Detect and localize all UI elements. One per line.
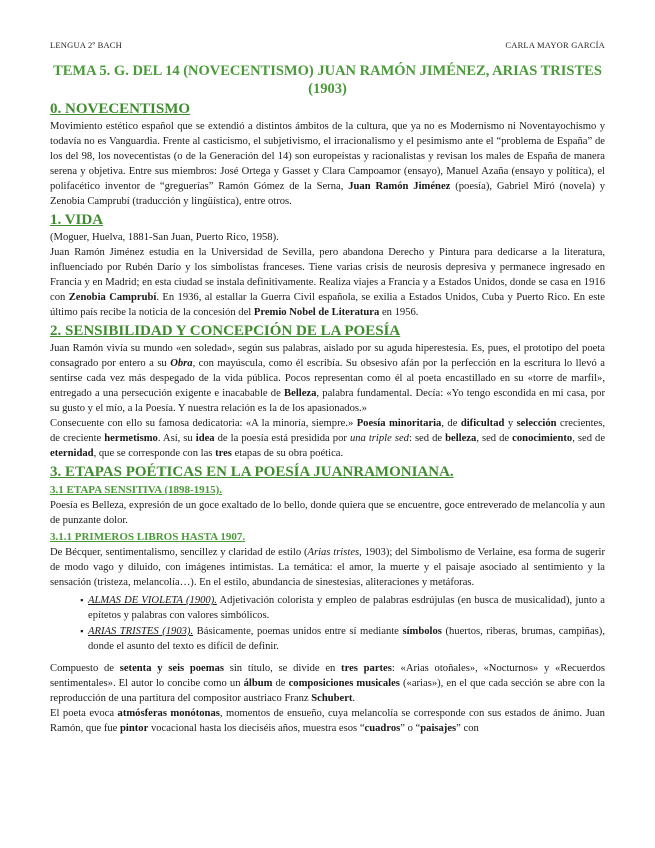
subheading-primeros-libros: 3.1.1 PRIMEROS LIBROS HASTA 1907. xyxy=(50,531,246,543)
document-body xyxy=(50,62,605,736)
paragraph-atmosferas: El poeta evoca atmósferas monótonas, momentos de ensueño, cuya melancolía se corresponde con sus estados de ánimo. Juan Ramón, que fue pintor vocacional hasta los dieciséis años, muestra esos “cuadros” o “paisajes” con xyxy=(50,708,605,734)
paragraph-primeros-libros: De Bécquer, sentimentalismo, sencillez y claridad de estilo (Arias tristes, 1903); del Simbolismo de Verlaine, esa forma de sugerir de modo vago y diluido, con imágenes intimistas. La temática: el amor, la muerte y el paisaje asociado al sentimiento y la sensación (tristeza, melancolía…). En el estilo, abundancia de sinestesias, aliteraciones y metáforas. xyxy=(50,547,605,588)
section-heading-sensibilidad: 2. SENSIBILIDAD Y CONCEPCIÓN DE LA POESÍA xyxy=(50,323,401,339)
section-heading-etapas: 3. ETAPAS POÉTICAS EN LA POESÍA JUANRAMONIANA. xyxy=(50,464,454,480)
paragraph-vida: Juan Ramón Jiménez estudia en la Universidad de Sevilla, pero abandona Derecho y Pintura para dedicarse a la literatura, influenciado por Rubén Darío y los simbolistas franceses. Tiene varias crisis de neurosis depresiva y permanece ingresado en Francia y en Madrid; en esta ciudad se instala definitivamente. Realiza viajes a Francia y a Estados Unidos, donde se casa en 1916 con Zenobia Camprubí. En 1936, al estallar la Guerra Civil española, se exilia a Estados Unidos, Cuba y Puerto Rico. En este último país recibe la noticia de la concesión del Premio Nobel de Literatura en 1956. xyxy=(50,247,605,318)
page-title: TEMA 5. G. DEL 14 (NOVECENTISMO) JUAN RAMÓN JIMÉNEZ, ARIAS TRISTES (1903) xyxy=(53,63,602,97)
subheading-etapa-sensitiva: 3.1 ETAPA SENSITIVA (1898-1915). xyxy=(50,484,223,496)
paragraph-sensibilidad-1: Juan Ramón vivía su mundo «en soledad», según sus palabras, aislado por su aguda hiperestesia. Es, pues, el prototipo del poeta consagrado por entero a su Obra, con mayúscula, como él escribía. Su obsesivo afán por la perfección en la escritura lo llevó a sentirse cada vez más despegado de la vida pública. Pocos representan como él al poeta encastillado en su «torre de marfil», entregado a una persecución exigente e inacabable de Belleza, palabra fundamental. Decía: «Yo tengo escondida en mi casa, por su gusto y el mío, a la Poesía. Y nuestra relación es la de los apasionados.» xyxy=(50,343,605,414)
book-list xyxy=(50,593,605,654)
section-heading-vida: 1. VIDA xyxy=(50,212,104,228)
paragraph-arias-tristes: Compuesto de setenta y seis poemas sin título, se divide en tres partes: «Arias otoñales», «Nocturnos» y «Recuerdos sentimentales». El autor lo concibe como un álbum de composiciones musicales («arias»), en el que cada sección se abre con la reproducción de una partitura del compositor austriaco Franz Schubert. xyxy=(50,663,606,704)
paragraph-etapa-sensitiva: Poesía es Belleza, expresión de un goce exaltado de lo bello, donde quiera que se encuentre, goce entreverado de melancolía y aun de punzante dolor. xyxy=(50,500,605,526)
paragraph-novecentismo: Movimiento estético español que se extendió a distintos ámbitos de la cultura, que ya no es Modernismo ni Noventayochismo y todavía no es Vanguardia. Frente al casticismo, el subjetivismo, el irracionalismo y el pesimismo ante el “problema de España” de los del 98, los novecentistas (o de la Generación del 14) son europeístas y racionalistas y revisan los males de España de manera serena y objetiva. Entre sus miembros: José Ortega y Gasset y Clara Campoamor (ensayo), Manuel Azaña (ensayo y política), el polifacético inventor de “greguerías” Ramón Gómez de la Serna, Juan Ramón Jiménez (poesía), Gabriel Miró (novela) y Zenobia Camprubí (traducción y lingüística), entre otros. xyxy=(50,121,605,207)
list-item: • ALMAS DE VIOLETA (1900). Adjetivación colorista y empleo de palabras esdrújulas (en busca de musicalidad), junto a epítetos y palabras con valores simbólicos. xyxy=(88,593,605,623)
header-course: LENGUA 2º BACH xyxy=(50,40,123,50)
header-author: CARLA MAYOR GARCÍA xyxy=(505,40,605,50)
list-item: • ARIAS TRISTES (1903). Básicamente, poemas unidos entre sí mediante símbolos (huertos, riberas, brumas, campiñas), donde el asunto del texto es difícil de definir. xyxy=(88,624,605,654)
paragraph-vida-dates: (Moguer, Huelva, 1881-San Juan, Puerto Rico, 1958). xyxy=(50,232,279,243)
section-heading-novecentismo: 0. NOVECENTISMO xyxy=(50,101,191,117)
paragraph-sensibilidad-2: Consecuente con ello su famosa dedicatoria: «A la minoría, siempre.» Poesía minoritaria, de dificultad y selección crecientes, de creciente hermetismo. Así, su idea de la poesía está presidida por una triple sed: sed de belleza, sed de conocimiento, sed de eternidad, que se corresponde con las tres etapas de su obra poética. xyxy=(50,418,606,459)
